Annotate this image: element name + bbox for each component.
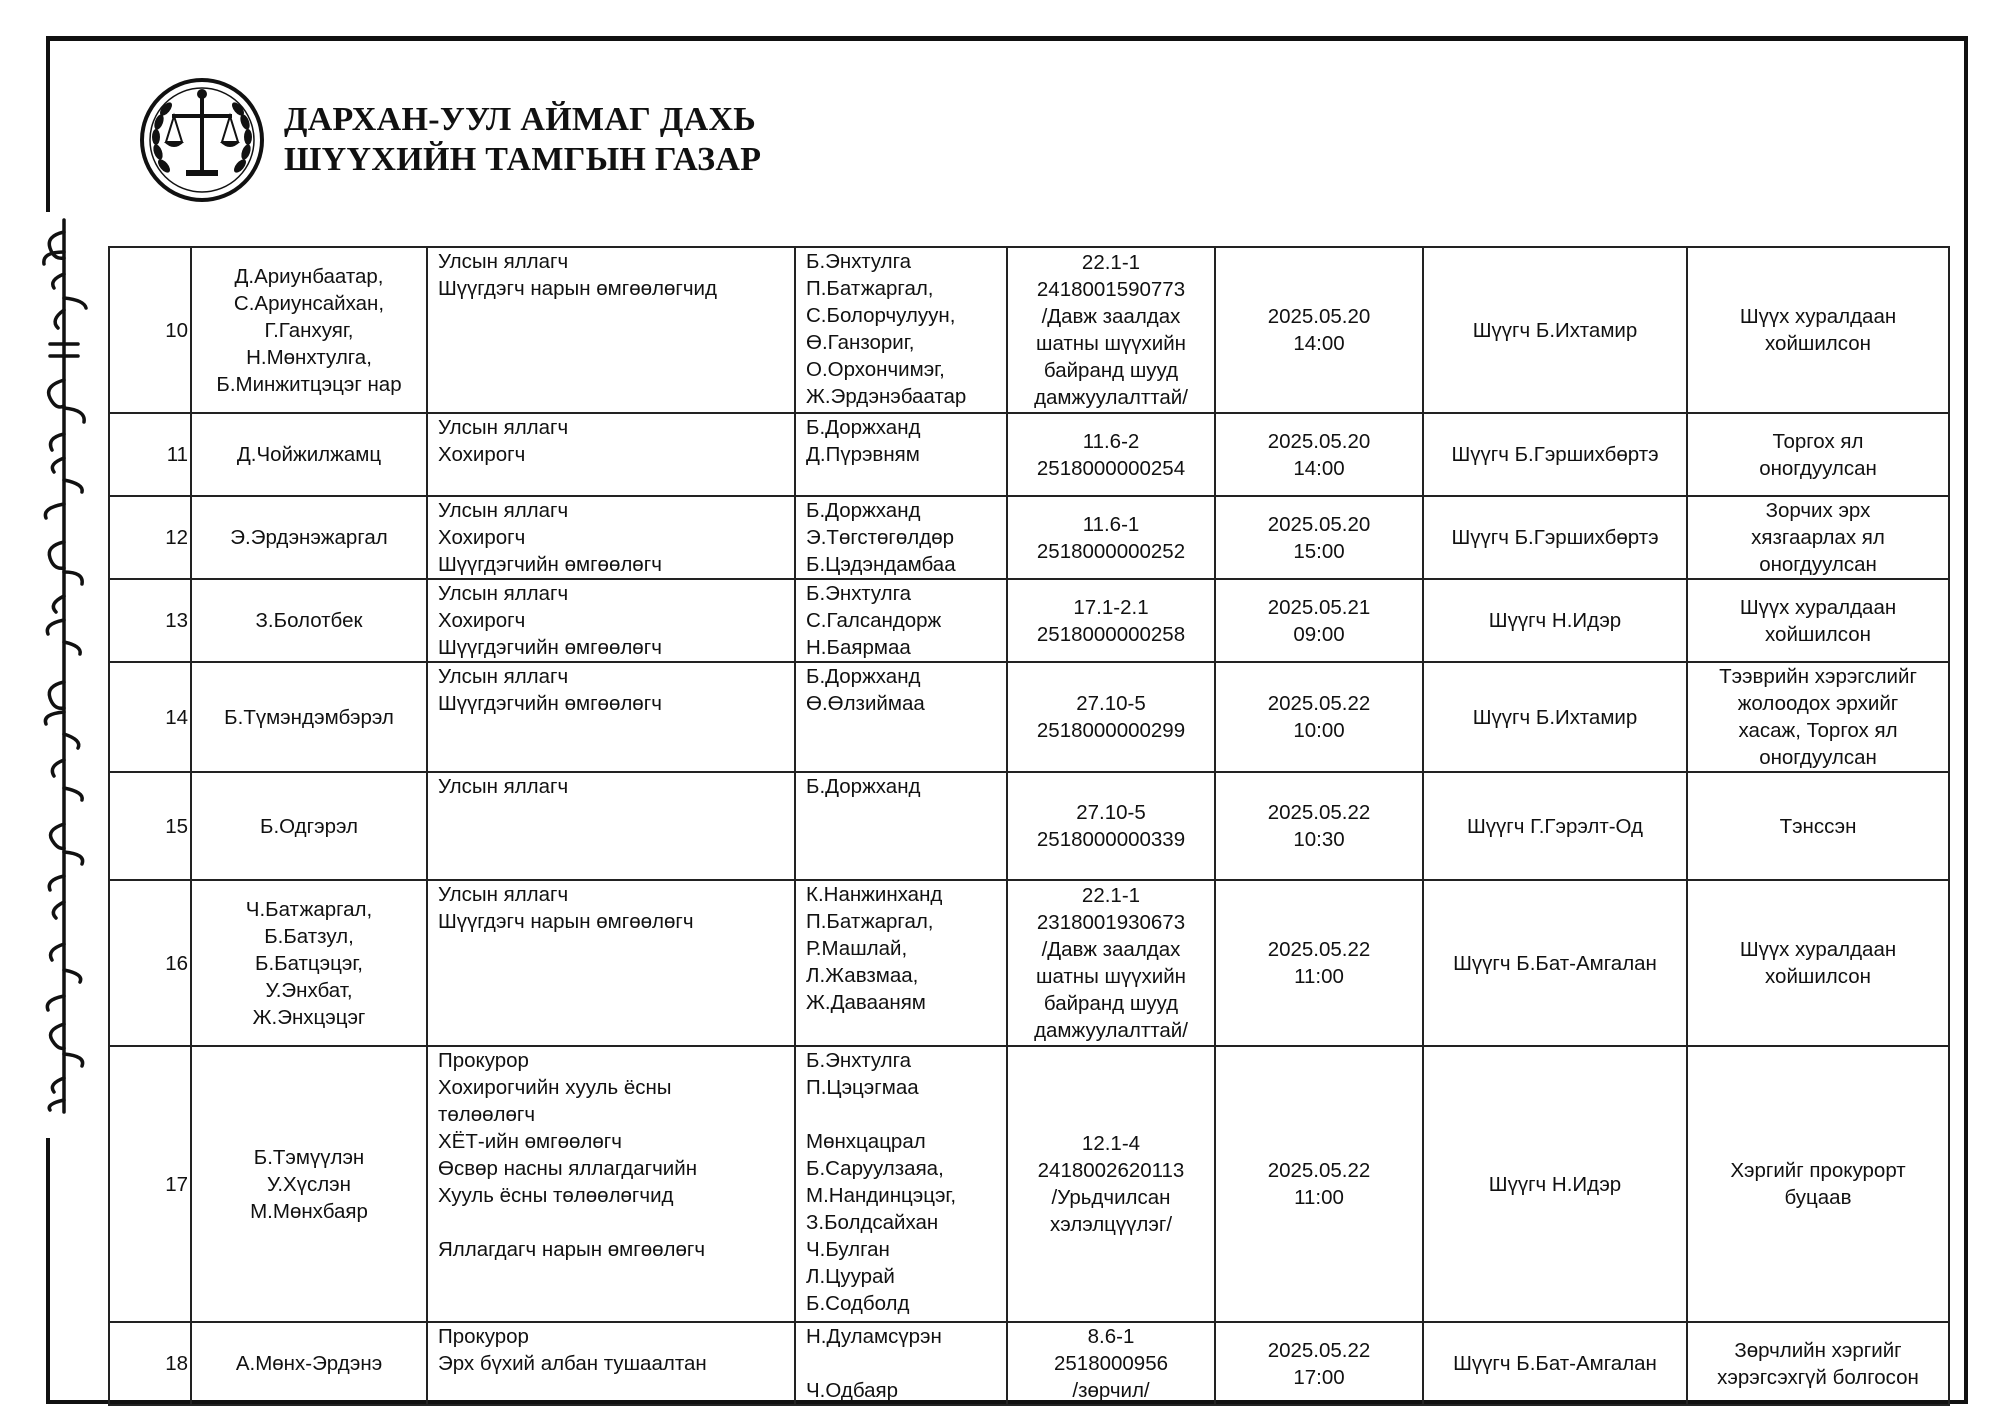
result-cell-line: хязгаарлах ял <box>1751 526 1885 549</box>
article-case-cell-line: /зөрчил/ <box>1072 1379 1150 1402</box>
parties-roles-cell <box>427 772 795 880</box>
row-number: 14 <box>109 662 191 772</box>
article-case-cell-line: /Давж заалдах <box>1041 305 1181 328</box>
article-case-cell-line: 11.6-2 <box>1082 429 1140 453</box>
defendants-cell-line: Б.Одгэрэл <box>260 814 358 838</box>
result-cell-line: хасаж, Торгох ял <box>1738 719 1898 742</box>
hearing-datetime-cell-line: 2025.05.20 <box>1267 429 1371 453</box>
hearing-datetime-cell <box>1215 579 1423 662</box>
parties-roles-cell-line: Хохирогч <box>438 443 526 466</box>
result-cell-line: Тэнссэн <box>1779 814 1857 838</box>
parties-roles-cell-line: төлөөлөгч <box>438 1103 536 1126</box>
article-case-cell <box>1007 1322 1215 1405</box>
parties-roles-cell-line: Хохирогчийн хууль ёсны <box>438 1076 672 1099</box>
row-number: 12 <box>109 496 191 579</box>
parties-roles-cell-line: Шүүгдэгчийн өмгөөлөгч <box>438 553 662 576</box>
result-cell <box>1687 413 1949 496</box>
hearing-datetime-cell-line: 14:00 <box>1293 456 1345 480</box>
court-hearing-schedule-table <box>108 246 1950 1406</box>
result-cell-line: Зөрчлийн хэргийг <box>1734 1338 1902 1362</box>
participants-cell-line: З.Болдсайхан <box>806 1211 939 1234</box>
defendants-cell-line: Э.Эрдэнэжаргал <box>230 526 388 549</box>
participants-cell-line: Ч.Одбаяр <box>806 1379 898 1402</box>
table-row <box>109 496 1949 579</box>
defendants-cell <box>191 496 427 579</box>
court-emblem-logo <box>138 76 266 204</box>
article-case-cell-line: 2518000956 <box>1053 1352 1168 1375</box>
participants-cell <box>795 1322 1007 1405</box>
parties-roles-cell <box>427 1322 795 1405</box>
participants-cell-line: Н.Баярмаа <box>806 636 911 659</box>
defendants-cell-line: Б.Батзул, <box>264 924 354 948</box>
article-case-cell <box>1007 1046 1215 1322</box>
participants-cell-line: Н.Дуламсүрэн <box>806 1325 942 1348</box>
participants-cell <box>795 772 1007 880</box>
judge-cell: Шүүгч Г.Гэрэлт-Од <box>1423 772 1687 880</box>
parties-roles-cell-line: Хохирогч <box>438 609 526 632</box>
parties-roles-cell-line: Яллагдагч нарын өмгөөлөгч <box>438 1238 706 1261</box>
result-cell <box>1687 1046 1949 1322</box>
result-cell-line: Зорчих эрх <box>1765 499 1871 522</box>
parties-roles-cell-line: Улсын яллагч <box>438 883 569 906</box>
defendants-cell-line: Б.Батцэцэг, <box>254 951 363 975</box>
parties-roles-cell-line: Шүүгдэгч нарын өмгөөлөгчид <box>438 277 717 300</box>
parties-roles-cell-line: Улсын яллагч <box>438 416 569 439</box>
hearing-datetime-cell-line: 2025.05.22 <box>1267 1159 1371 1182</box>
defendants-cell <box>191 662 427 772</box>
defendants-cell-line: Б.Түмэндэмбэрэл <box>224 705 394 729</box>
article-case-cell <box>1007 772 1215 880</box>
article-case-cell-line: 2418001590773 <box>1036 278 1186 301</box>
result-cell-line: Торгох ял <box>1772 429 1864 453</box>
hearing-datetime-cell <box>1215 413 1423 496</box>
row-number: 18 <box>109 1322 191 1405</box>
defendants-cell-line: Д.Чойжилжамц <box>236 443 382 466</box>
participants-cell <box>795 413 1007 496</box>
hearing-datetime-cell-line: 11:00 <box>1294 965 1344 988</box>
participants-cell-line: Л.Жавзмаа, <box>806 964 919 987</box>
participants-cell-line: Б.Энхтулга <box>806 1049 912 1072</box>
hearing-datetime-cell-line: 2025.05.21 <box>1267 595 1371 619</box>
defendants-cell <box>191 1046 427 1322</box>
article-case-cell-line: /Давж заалдах <box>1041 938 1181 961</box>
result-cell-line: жолоодох эрхийг <box>1737 692 1899 715</box>
result-cell-line: оногдуулсан <box>1759 746 1877 769</box>
parties-roles-cell <box>427 579 795 662</box>
article-case-cell-line: шатны шүүхийн <box>1036 332 1186 355</box>
defendants-cell <box>191 413 427 496</box>
article-case-cell <box>1007 247 1215 413</box>
article-case-cell-line: 2518000000252 <box>1036 539 1186 563</box>
participants-cell-line: Ж.Давааням <box>806 991 926 1014</box>
result-cell-line: оногдуулсан <box>1759 456 1877 480</box>
row-number: 13 <box>109 579 191 662</box>
judge-cell: Шүүгч Б.Гэршихбөртэ <box>1423 496 1687 579</box>
table-row <box>109 1322 1949 1405</box>
hearing-datetime-cell-line: 10:00 <box>1293 719 1345 742</box>
table-row <box>109 579 1949 662</box>
result-cell-line: Шүүх хуралдаан <box>1739 305 1897 328</box>
result-cell <box>1687 772 1949 880</box>
participants-cell-line: О.Орхончимэг, <box>806 358 945 381</box>
article-case-cell-line: байранд шууд <box>1043 992 1179 1015</box>
defendants-cell <box>191 772 427 880</box>
article-case-cell-line: 2318001930673 <box>1036 911 1186 934</box>
hearing-datetime-cell <box>1215 1322 1423 1405</box>
judge-cell: Шүүгч Б.Бат-Амгалан <box>1423 1322 1687 1405</box>
judge-cell: Шүүгч Н.Идэр <box>1423 579 1687 662</box>
defendants-cell-line: Б.Тэмүүлэн <box>253 1145 365 1169</box>
article-case-cell-line: 22.1-1 <box>1081 884 1141 907</box>
row-number: 10 <box>109 247 191 413</box>
article-case-cell-line: 2518000000254 <box>1036 456 1186 480</box>
participants-cell-line: Ч.Булган <box>806 1238 890 1261</box>
parties-roles-cell-line: Улсын яллагч <box>438 499 569 522</box>
participants-cell-line: Б.Содболд <box>806 1292 910 1315</box>
hearing-datetime-cell-line: 14:00 <box>1293 332 1345 355</box>
result-cell-line: оногдуулсан <box>1759 553 1877 576</box>
hearing-datetime-cell <box>1215 1046 1423 1322</box>
participants-cell-line: С.Галсандорж <box>806 609 942 632</box>
result-cell-line: Хэргийг прокурорт <box>1730 1159 1906 1182</box>
organization-name <box>284 100 761 180</box>
hearing-datetime-cell <box>1215 772 1423 880</box>
participants-cell-line: С.Болорчулуун, <box>806 304 956 327</box>
judge-cell: Шүүгч Н.Идэр <box>1423 1046 1687 1322</box>
participants-cell-line: М.Нандинцэцэг, <box>806 1184 957 1207</box>
article-case-cell-line: /Урьдчилсан <box>1051 1186 1171 1209</box>
result-cell <box>1687 496 1949 579</box>
hearing-datetime-cell-line: 09:00 <box>1293 622 1345 646</box>
parties-roles-cell-line: Шүүгдэгчийн өмгөөлөгч <box>438 636 662 659</box>
participants-cell <box>795 579 1007 662</box>
parties-roles-cell-line: ХЁТ-ийн өмгөөлөгч <box>438 1130 622 1153</box>
result-cell-line: Шүүх хуралдаан <box>1739 595 1897 619</box>
row-number: 15 <box>109 772 191 880</box>
hearing-datetime-cell-line: 2025.05.22 <box>1267 938 1371 961</box>
table-row <box>109 413 1949 496</box>
participants-cell-line: П.Цэцэгмаа <box>806 1076 919 1099</box>
article-case-cell <box>1007 662 1215 772</box>
parties-roles-cell-line: Хохирогч <box>438 526 526 549</box>
table-row <box>109 247 1949 413</box>
article-case-cell-line: шатны шүүхийн <box>1036 965 1186 988</box>
result-cell-line: Шүүх хуралдаан <box>1739 938 1897 961</box>
participants-cell-line: Л.Цуурай <box>806 1265 895 1288</box>
parties-roles-cell-line: Улсын яллагч <box>438 775 569 798</box>
parties-roles-cell-line: Улсын яллагч <box>438 582 569 605</box>
parties-roles-cell-line: Улсын яллагч <box>438 250 569 273</box>
participants-cell-line: Р.Машлай, <box>806 937 908 960</box>
defendants-cell <box>191 880 427 1046</box>
hearing-datetime-cell-line: 2025.05.20 <box>1267 512 1371 536</box>
judge-cell: Шүүгч Б.Гэршихбөртэ <box>1423 413 1687 496</box>
hearing-datetime-cell <box>1215 496 1423 579</box>
article-case-cell-line: 2418002620113 <box>1037 1159 1185 1182</box>
participants-cell-line: Б.Энхтулга <box>806 582 912 605</box>
participants-cell-line: Б.Энхтулга <box>806 250 912 273</box>
judge-cell: Шүүгч Б.Бат-Амгалан <box>1423 880 1687 1046</box>
hearing-datetime-cell-line: 11:00 <box>1294 1186 1344 1209</box>
result-cell-line: хэрэгсэхгүй болгосон <box>1717 1365 1919 1389</box>
hearing-datetime-cell-line: 2025.05.20 <box>1267 305 1371 328</box>
defendants-cell-line: З.Болотбек <box>255 609 363 632</box>
judge-cell: Шүүгч Б.Ихтамир <box>1423 662 1687 772</box>
article-case-cell-line: дамжуулалттай/ <box>1034 1019 1188 1042</box>
article-case-cell-line: 2518000000339 <box>1036 828 1186 851</box>
parties-roles-cell <box>427 662 795 772</box>
participants-cell-line <box>806 1101 1000 1128</box>
parties-roles-cell-line: Улсын яллагч <box>438 665 569 688</box>
article-case-cell-line: 11.6-1 <box>1082 512 1140 536</box>
article-case-cell-line: 2518000000299 <box>1036 719 1186 742</box>
result-cell-line: хойшилсон <box>1765 332 1871 355</box>
parties-roles-cell <box>427 496 795 579</box>
parties-roles-cell <box>427 1046 795 1322</box>
article-case-cell-line: 17.1-2.1 <box>1073 595 1149 619</box>
participants-cell-line: Б.Доржханд <box>806 416 921 439</box>
organization-line-2: ШҮҮХИЙН ТАМГЫН ГАЗАР <box>284 141 762 178</box>
hearing-datetime-cell <box>1215 247 1423 413</box>
result-cell-line: Тээврийн хэрэгслийг <box>1719 665 1917 688</box>
hearing-datetime-cell-line: 10:30 <box>1293 828 1345 851</box>
parties-roles-cell-line <box>438 1209 788 1236</box>
defendants-cell-line: А.Мөнх-Эрдэнэ <box>235 1352 383 1375</box>
participants-cell <box>795 1046 1007 1322</box>
article-case-cell-line: дамжуулалттай/ <box>1034 386 1188 409</box>
result-cell-line: буцаав <box>1784 1186 1852 1209</box>
result-cell <box>1687 880 1949 1046</box>
article-case-cell-line: байранд шууд <box>1043 359 1179 382</box>
participants-cell-line: Ж.Эрдэнэбаатар <box>806 385 967 408</box>
defendants-cell-line: Б.Минжитцэцэг нар <box>216 372 402 396</box>
judge-cell: Шүүгч Б.Ихтамир <box>1423 247 1687 413</box>
result-cell <box>1687 1322 1949 1405</box>
article-case-cell-line: хэлэлцүүлэг/ <box>1049 1213 1173 1236</box>
article-case-cell-line: 2518000000258 <box>1036 622 1186 646</box>
defendants-cell-line: С.Ариунсайхан, <box>233 291 385 315</box>
hearing-datetime-cell <box>1215 662 1423 772</box>
parties-roles-cell-line: Шүүгдэгч нарын өмгөөлөгч <box>438 910 694 933</box>
participants-cell-line: Б.Доржханд <box>806 499 921 522</box>
hearing-datetime-cell-line: 15:00 <box>1293 539 1345 563</box>
participants-cell <box>795 247 1007 413</box>
table-row <box>109 772 1949 880</box>
participants-cell-line: Д.Пүрэвням <box>806 443 920 466</box>
defendants-cell <box>191 1322 427 1405</box>
article-case-cell <box>1007 496 1215 579</box>
participants-cell-line: Б.Саруулзаяа, <box>806 1157 944 1180</box>
result-cell-line: хойшилсон <box>1765 622 1871 646</box>
participants-cell-line: П.Батжаргал, <box>806 277 934 300</box>
defendants-cell-line: У.Энхбат, <box>265 978 353 1002</box>
article-case-cell-line: 22.1-1 <box>1081 251 1141 274</box>
parties-roles-cell <box>427 247 795 413</box>
participants-cell-line: П.Батжаргал, <box>806 910 934 933</box>
article-case-cell <box>1007 880 1215 1046</box>
table-row <box>109 1046 1949 1322</box>
participants-cell <box>795 880 1007 1046</box>
row-number: 16 <box>109 880 191 1046</box>
participants-cell-line: Б.Доржханд <box>806 665 921 688</box>
row-number: 17 <box>109 1046 191 1322</box>
article-case-cell-line: 27.10-5 <box>1076 692 1146 715</box>
result-cell <box>1687 579 1949 662</box>
defendants-cell <box>191 579 427 662</box>
defendants-cell-line: Ж.Энхцэцэг <box>252 1005 366 1029</box>
hearing-datetime-cell <box>1215 880 1423 1046</box>
defendants-cell-line: У.Хүслэн <box>267 1172 351 1196</box>
parties-roles-cell-line: Прокурор <box>438 1325 529 1348</box>
participants-cell-line <box>806 1350 1000 1377</box>
parties-roles-cell-line: Хууль ёсны төлөөлөгчид <box>438 1184 674 1207</box>
parties-roles-cell <box>427 880 795 1046</box>
organization-line-1: ДАРХАН-УУЛ АЙМАГ ДАХЬ <box>284 101 757 138</box>
result-cell <box>1687 662 1949 772</box>
defendants-cell-line: М.Мөнхбаяр <box>250 1199 368 1223</box>
defendants-cell-line: Н.Мөнхтулга, <box>246 345 372 369</box>
result-cell <box>1687 247 1949 413</box>
parties-roles-cell-line: Прокурор <box>438 1049 529 1072</box>
defendants-cell-line: Г.Ганхуяг, <box>264 318 354 342</box>
parties-roles-cell <box>427 413 795 496</box>
hearing-datetime-cell-line: 17:00 <box>1293 1365 1345 1389</box>
participants-cell <box>795 662 1007 772</box>
mongolian-script-vertical-text <box>4 212 94 1138</box>
table-row <box>109 662 1949 772</box>
participants-cell-line: К.Нанжинханд <box>806 883 943 906</box>
participants-cell-line: Б.Доржханд <box>806 775 921 798</box>
defendants-cell-line: Ч.Батжаргал, <box>245 897 373 921</box>
participants-cell <box>795 496 1007 579</box>
hearing-datetime-cell-line: 2025.05.22 <box>1267 1338 1371 1362</box>
parties-roles-cell-line: Шүүгдэгчийн өмгөөлөгч <box>438 692 662 715</box>
parties-roles-cell-line: Эрх бүхий албан тушаалтан <box>438 1352 707 1375</box>
article-case-cell <box>1007 413 1215 496</box>
hearing-datetime-cell-line: 2025.05.22 <box>1267 692 1371 715</box>
defendants-cell <box>191 247 427 413</box>
result-cell-line: хойшилсон <box>1765 965 1871 988</box>
row-number: 11 <box>109 413 191 496</box>
participants-cell-line: Б.Цэдэндамбаа <box>806 553 956 576</box>
defendants-cell-line: Д.Ариунбаатар, <box>234 264 384 288</box>
article-case-cell-line: 27.10-5 <box>1076 801 1146 824</box>
participants-cell-line: Мөнхцацрал <box>806 1130 926 1153</box>
article-case-cell-line: 8.6-1 <box>1087 1325 1135 1348</box>
participants-cell-line: Ө.Өлзиймаа <box>806 692 925 715</box>
hearing-datetime-cell-line: 2025.05.22 <box>1267 801 1371 824</box>
table-row <box>109 880 1949 1046</box>
article-case-cell <box>1007 579 1215 662</box>
participants-cell-line: Ө.Ганзориг, <box>806 331 915 354</box>
parties-roles-cell-line: Өсвөр насны яллагдагчийн <box>438 1157 698 1180</box>
article-case-cell-line: 12.1-4 <box>1081 1132 1141 1155</box>
participants-cell-line: Э.Төгстөгөлдөр <box>806 526 955 549</box>
